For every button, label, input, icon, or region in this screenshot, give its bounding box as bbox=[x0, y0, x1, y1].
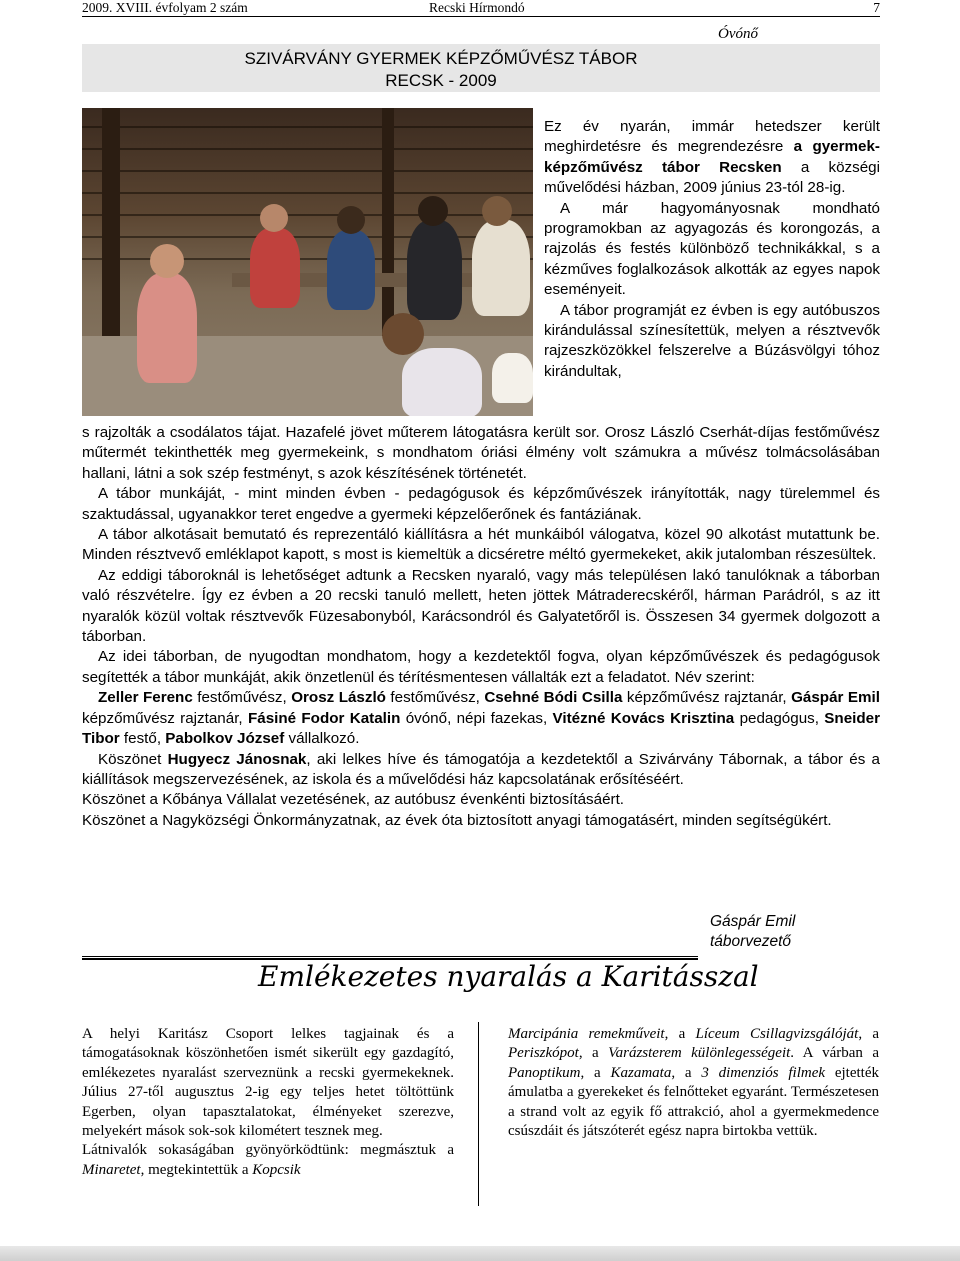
paragraph: Ez év nyarán, immár hetedszer került meghirdetésre és megrendezésre a gyermek-képzőművész tábor Recsken a községi művelődési házban, 2009 június 23-tól 28-ig. bbox=[544, 118, 880, 197]
paragraph: s rajzolták a csodálatos tájat. Hazafelé jövet műterem látogatásra került sor. Orosz László Cserhát-díjas festőművész műtermét tekinthették meg gyermekeink, s mondhatom óriási élmény volt számukra a művész tolmácsolásában hallani, látni a sok szép festményt, s azok készítésének történetét. bbox=[82, 424, 880, 482]
signature bbox=[710, 912, 795, 952]
page-number: 7 bbox=[873, 0, 880, 15]
article2-left-column bbox=[82, 1025, 454, 1180]
paragraph: Az eddigi táboroknál is lehetőséget adtunk a Recsken nyaraló, vagy más településen lakó tanulóknak a táborban való részvételre. Így ez évben a 20 recski tanuló mellett, heten jöttek Mátraderecskéről, hárman Parádról, s az itt nyaralók közül voltak résztvevők Füzesabonyból, Karácsondról és Galyatetőről is. Összesen 34 gyermek dolgozott a táborban. bbox=[82, 566, 880, 646]
paragraph: Az idei táborban, de nyugodtan mondhatom, hogy a kezdetektől fogva, olyan képzőművészek és pedagógusok segítették a tábor munkáját, akik önzetlenül és térítésmentesen vállalták ezt a feladatot. Név szerint: bbox=[82, 648, 880, 686]
paragraph: A tábor alkotásait bemutató és reprezentáló kiállításra a hét munkáiból válogatva, közel 90 alkotást mutattunk be. Minden résztvevő emléklapot kapott, s most is kiemeltük a dicséretre méltó gyermekeket, akik jutalomban részesültek. bbox=[82, 526, 880, 564]
article-body bbox=[82, 423, 880, 831]
article-title-line2: RECSK - 2009 bbox=[385, 71, 497, 90]
paragraph: Látnivalók sokaságában gyönyörködtünk: megmásztuk a Minaretet, megtekintettük a Kopcsik bbox=[82, 1142, 454, 1178]
article2-right-column bbox=[508, 1025, 879, 1141]
article-title-box bbox=[82, 44, 880, 92]
staff-list: Zeller Ferenc festőművész, Orosz László festőművész, Csehné Bódi Csilla képzőművész rajztanár, Gáspár Emil képzőművész rajztanár, Fásiné Fodor Katalin óvónő, népi fazekas, Vitézné Kovács Krisztina pedagógus, Sneider Tibor festő, Pabolkov József vállalkozó. bbox=[82, 689, 880, 748]
paragraph: Köszönet Hugyecz Jánosnak, aki lelkes híve és támogatója a kezdetektől a Szivárvány Tábornak, a tábor és a kiállítások megszervezésének, az iskola és a művelődési ház kapcsolatának erősítéséért. bbox=[82, 750, 880, 788]
publication-name: Recski Hírmondó bbox=[429, 0, 525, 15]
column-separator bbox=[478, 1022, 479, 1206]
paragraph: A tábor munkáját, - mint minden évben - pedagógusok és képzőművészek irányították, nagy türelemmel és szaktudással, ugyanakkor teret engedve a gyermeki képzelőerőnek és fantáziának. bbox=[82, 485, 880, 523]
camp-photo bbox=[82, 108, 533, 416]
paragraph: A már hagyományosnak mondható programokban az agyagozás és korongozás, a rajzolás és festés különböző technikákkal, s a kézműves foglalkozások alkották az egyes napok eseményeit. bbox=[544, 199, 880, 299]
paragraph: Köszönet a Nagyközségi Önkormányzatnak, az évek óta biztosított anyagi támogatásért, minden segítségükért. bbox=[82, 811, 832, 829]
article2-title: Emlékezetes nyaralás a Karitásszal bbox=[258, 960, 759, 993]
paragraph: A tábor programját ez évben is egy autóbuszos kirándulással színesítettük, melyen a résztvevők rajzeszközökkel felszerelve a Búzásvölgyi tóhoz kirándultak, bbox=[544, 301, 880, 380]
signature-role: táborvezető bbox=[710, 933, 791, 950]
article-title-line1: SZIVÁRVÁNY GYERMEK KÉPZŐMŰVÉSZ TÁBOR bbox=[244, 49, 638, 68]
footer-bar bbox=[0, 1246, 960, 1261]
author-tag: Óvónő bbox=[718, 26, 758, 42]
paragraph: Köszönet a Kőbánya Vállalat vezetésének, az autóbusz évenkénti biztosításáért. bbox=[82, 791, 625, 809]
signature-name: Gáspár Emil bbox=[710, 913, 796, 930]
page-header bbox=[82, 0, 880, 17]
paragraph: A helyi Karitász Csoport lelkes tagjainak és a támogatásoknak köszönhetően ismét sikerült egy gazdagító, emlékezetes nyaralást szerveznünk a recski gyermekeknek. Július 27-től augusztus 2-ig egy teljes hetet töltöttünk Egerben, olyan tapasztalatokat, élményeket szerezve, melyekért mások sok-sok kilométert tesznek meg. bbox=[82, 1026, 454, 1140]
issue-label: 2009. XVIII. évfolyam 2 szám bbox=[82, 0, 248, 15]
paragraph: Marcipánia remekműveit, a Líceum Csillagvizsgálóját, a Periszkópot, a Varázsterem különlegességeit. A várban a Panoptikum, a Kazamata, a 3 dimenziós filmek ejtették ámulatba a gyerekeket és felnőtteket egyaránt. Természetesen a strand volt az egyik fő attrakció, ahol a gyermekmedence csúszdáit és játszóterét egész napra birtokba vettük. bbox=[508, 1026, 879, 1140]
article-intro-column bbox=[544, 117, 880, 382]
